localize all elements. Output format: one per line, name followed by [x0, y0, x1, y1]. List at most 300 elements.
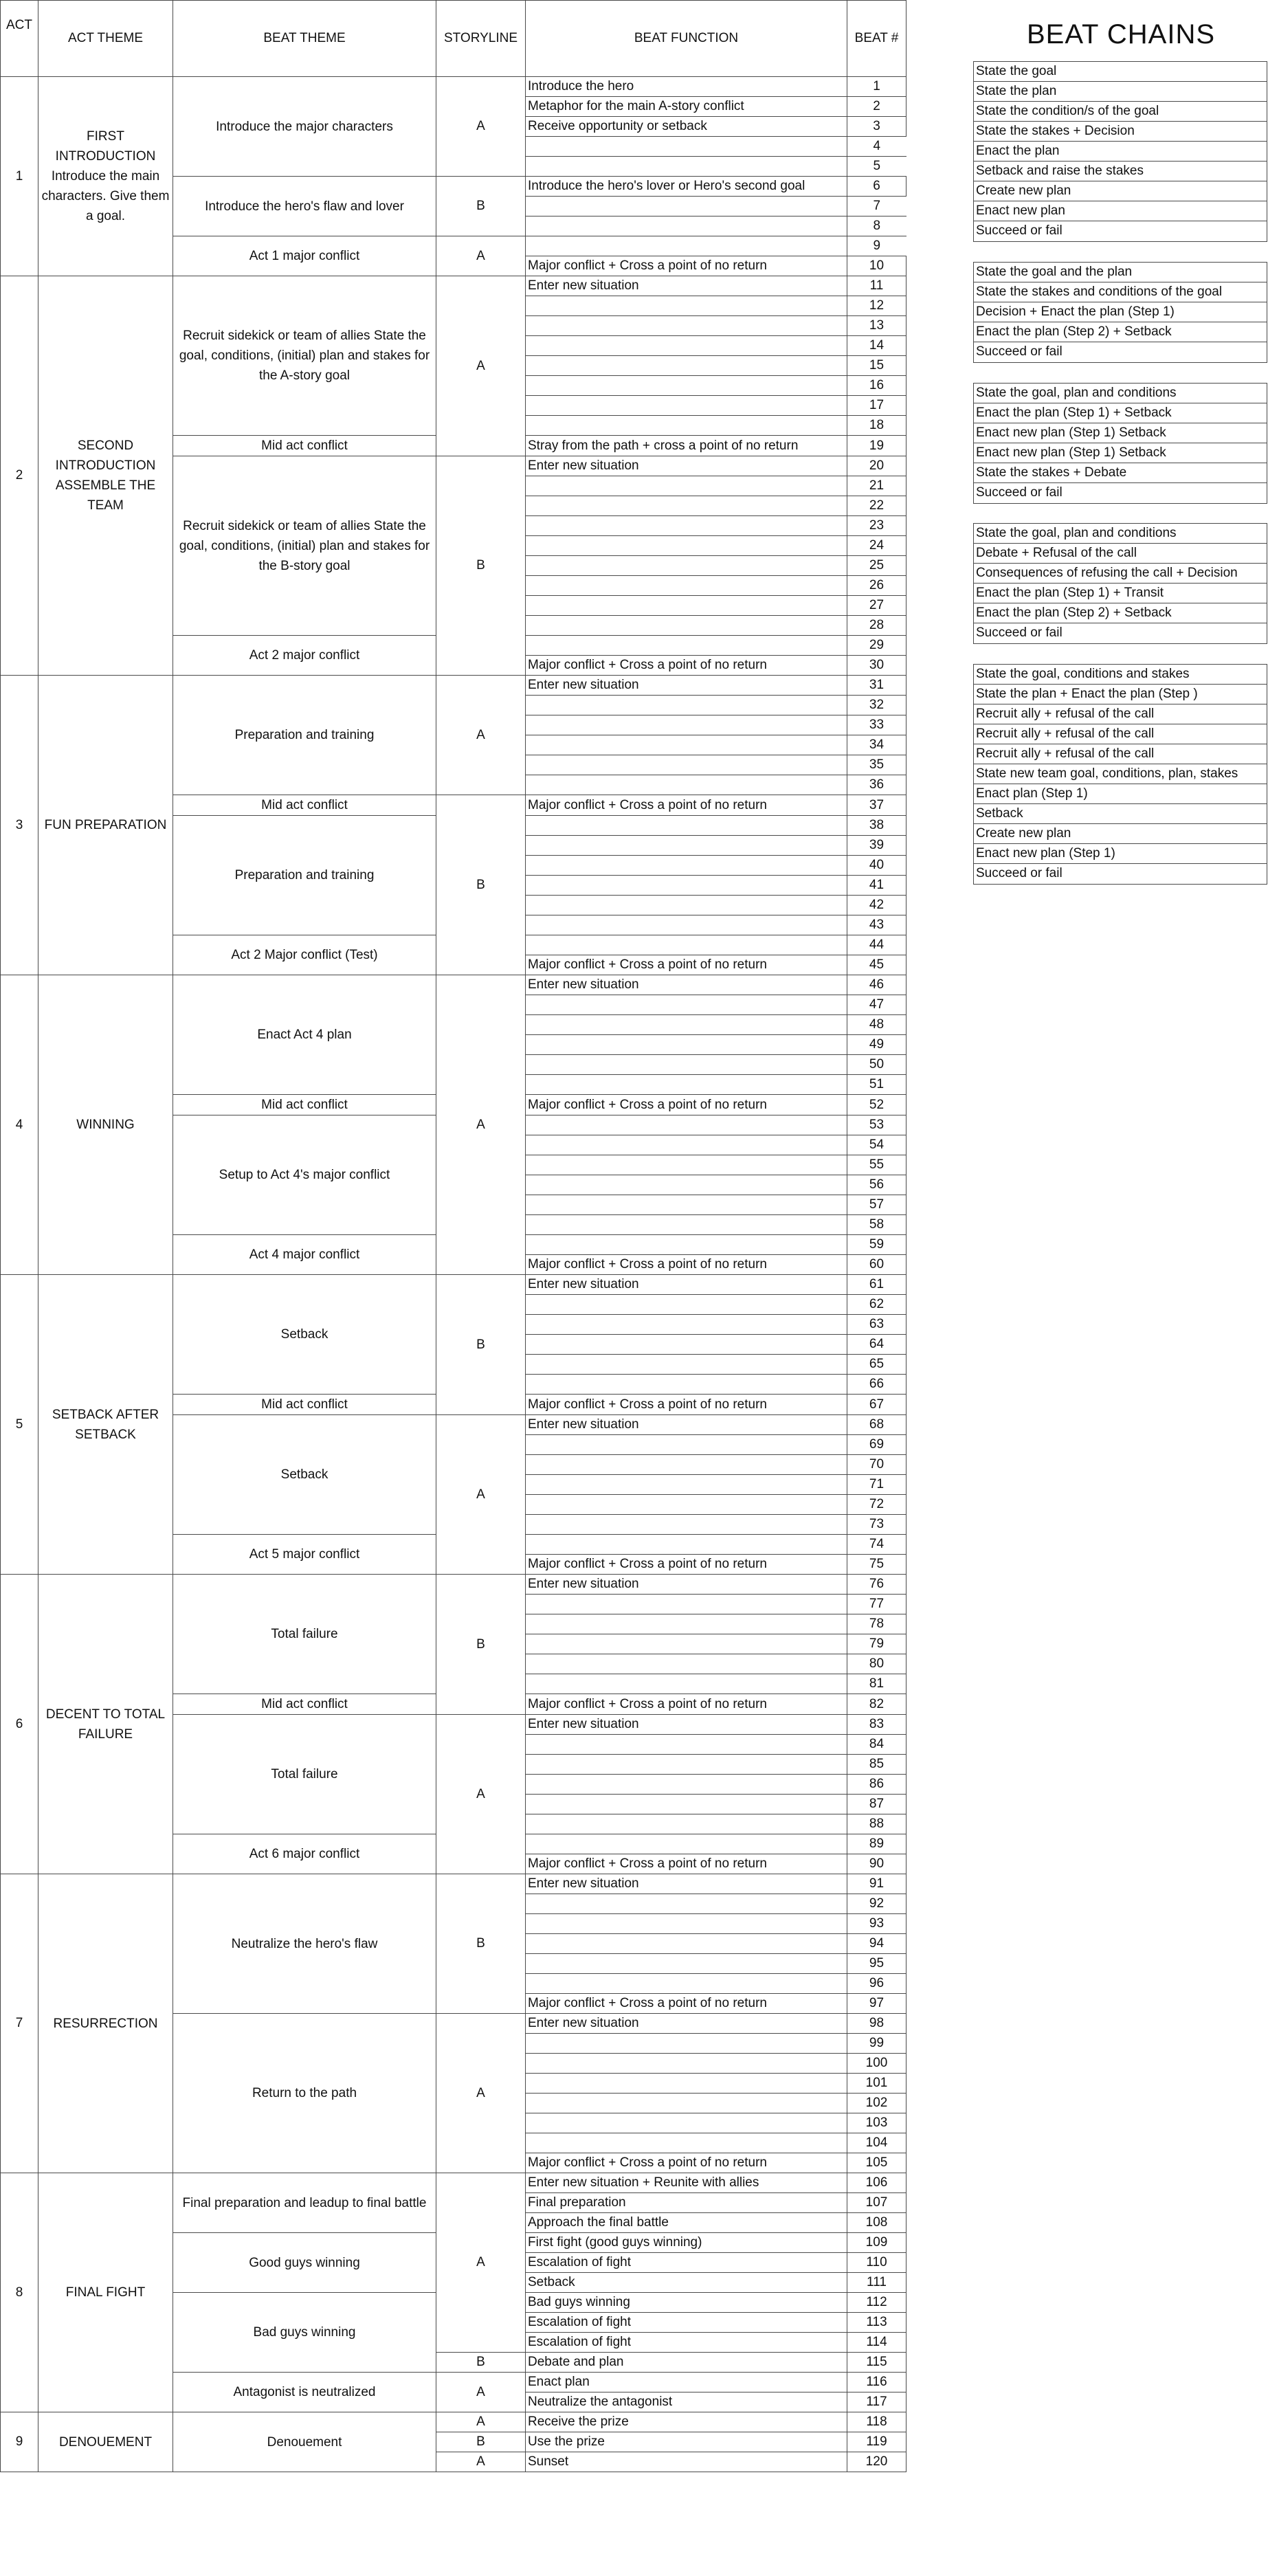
beat-number: 75: [847, 1555, 906, 1575]
beat-theme: Act 5 major conflict: [173, 1535, 436, 1575]
beat-function: [526, 1515, 847, 1535]
beat-theme: Denouement: [173, 2412, 436, 2472]
beat-number: 83: [847, 1715, 906, 1735]
beat-chain-item: Create new plan: [974, 181, 1267, 201]
beat-theme: Final preparation and leadup to final battle: [173, 2173, 436, 2233]
beat-chain-item: Succeed or fail: [976, 625, 1063, 640]
beat-function: Metaphor for the main A-story conflict: [526, 97, 847, 117]
beat-number: 95: [847, 1954, 906, 1974]
beat-number: 73: [847, 1515, 906, 1535]
beat-chain-item: Setback: [974, 804, 1267, 824]
beat-function: [526, 1535, 847, 1555]
beat-chain-box: [973, 61, 1267, 242]
beat-number: 109: [847, 2233, 906, 2253]
beat-number: 31: [847, 676, 906, 696]
beat-function: [526, 476, 847, 496]
beat-function: Receive the prize: [526, 2412, 847, 2432]
table-row: [1, 77, 906, 97]
table-row: [1, 975, 906, 995]
beat-function: [526, 236, 847, 256]
beat-number: 22: [847, 496, 906, 516]
beat-number: 84: [847, 1735, 906, 1755]
beat-number: 62: [847, 1295, 906, 1315]
beat-number: 105: [847, 2153, 906, 2173]
beat-function: [526, 995, 847, 1015]
beat-theme: Act 2 Major conflict (Test): [173, 935, 436, 975]
beat-function: [526, 1155, 847, 1175]
beat-function: Major conflict + Cross a point of no return: [526, 1095, 847, 1115]
act-number: 3: [1, 676, 38, 975]
beat-theme: Antagonist is neutralized: [173, 2373, 436, 2412]
beat-function: [526, 1355, 847, 1375]
beat-function: Major conflict + Cross a point of no return: [526, 1395, 847, 1415]
beat-number: 100: [847, 2054, 906, 2074]
beat-number: 104: [847, 2133, 906, 2153]
beat-theme: Act 1 major conflict: [173, 236, 436, 276]
beat-number: 30: [847, 656, 906, 676]
act-theme: DECENT TO TOTAL FAILURE: [38, 1575, 173, 1874]
beat-function: Final preparation: [526, 2193, 847, 2213]
beat-number: 66: [847, 1375, 906, 1395]
beat-chain-item: Enact the plan: [974, 142, 1267, 162]
act-theme: SETBACK AFTER SETBACK: [38, 1275, 173, 1575]
beat-chain-item: Create new plan: [974, 824, 1267, 844]
beat-number: 9: [847, 236, 906, 256]
beat-number: 40: [847, 856, 906, 876]
header-beat-number: BEAT #: [847, 1, 906, 77]
act-number: 6: [1, 1575, 38, 1874]
beat-number: 85: [847, 1755, 906, 1775]
beat-chain-item: Succeed or fail: [976, 344, 1063, 359]
beat-number: 47: [847, 995, 906, 1015]
beat-table-body: [1, 77, 906, 2472]
beat-theme: Introduce the hero's flaw and lover: [173, 177, 436, 236]
beat-number: 44: [847, 935, 906, 955]
beat-theme: Recruit sidekick or team of allies State the goal, conditions, (initial) plan and stakes for the B-story goal: [173, 456, 436, 636]
beat-number: 19: [847, 436, 906, 456]
storyline: A: [436, 676, 526, 795]
beat-function: Enter new situation: [526, 276, 847, 296]
beat-function: Major conflict + Cross a point of no return: [526, 795, 847, 816]
beat-function: [526, 2133, 847, 2153]
storyline: B: [436, 456, 526, 676]
beat-number: 57: [847, 1195, 906, 1215]
beat-function: Major conflict + Cross a point of no return: [526, 656, 847, 676]
beat-number: 6: [847, 177, 906, 197]
beat-function: [526, 1814, 847, 1834]
beat-function: [526, 1195, 847, 1215]
beat-function: Stray from the path + cross a point of no return: [526, 436, 847, 456]
act-theme: RESURRECTION: [38, 1874, 173, 2173]
beat-number: 54: [847, 1135, 906, 1155]
beat-function: Introduce the hero's lover or Hero's second goal: [526, 177, 847, 197]
beat-function: [526, 715, 847, 735]
beat-function: Use the prize: [526, 2432, 847, 2452]
beat-number: 50: [847, 1055, 906, 1075]
act-theme: DENOUEMENT: [38, 2412, 173, 2472]
beat-theme: Mid act conflict: [173, 436, 436, 456]
beat-function: Sunset: [526, 2452, 847, 2472]
beat-theme: Preparation and training: [173, 676, 436, 795]
beat-number: 78: [847, 1614, 906, 1634]
beat-number: 108: [847, 2213, 906, 2233]
beat-chain-item: Enact new plan: [974, 201, 1267, 221]
beat-function: [526, 1934, 847, 1954]
beat-function: [526, 1235, 847, 1255]
beat-chain-item: Recruit ally + refusal of the call: [974, 724, 1267, 744]
beat-function: [526, 1495, 847, 1515]
storyline: A: [436, 2014, 526, 2173]
beat-chain-item: State the stakes + Decision: [974, 122, 1267, 142]
beat-number: 41: [847, 876, 906, 896]
act-number: 7: [1, 1874, 38, 2173]
beat-theme: Setback: [173, 1415, 436, 1535]
beat-function: Debate and plan: [526, 2353, 847, 2373]
header-beat-function: BEAT FUNCTION: [526, 1, 847, 77]
beat-theme: Setback: [173, 1275, 436, 1395]
beat-number: 77: [847, 1595, 906, 1614]
beat-number: 72: [847, 1495, 906, 1515]
beat-number: 46: [847, 975, 906, 995]
beat-number: 110: [847, 2253, 906, 2273]
beat-function: [526, 2034, 847, 2054]
beat-number: 39: [847, 836, 906, 856]
beat-function: Introduce the hero: [526, 77, 847, 97]
header-beat-theme: BEAT THEME: [173, 1, 436, 77]
beat-number: 52: [847, 1095, 906, 1115]
header-storyline: STORYLINE: [436, 1, 526, 77]
beat-number: 76: [847, 1575, 906, 1595]
beat-number: 90: [847, 1854, 906, 1874]
beat-function: [526, 915, 847, 935]
storyline: A: [436, 975, 526, 1275]
beat-chain-item: State the goal, conditions and stakes: [974, 665, 1267, 685]
beat-function: Receive opportunity or setback: [526, 117, 847, 137]
beat-theme: Total failure: [173, 1575, 436, 1694]
beat-function: [526, 1035, 847, 1055]
beat-number: 61: [847, 1275, 906, 1295]
beat-function: [526, 1654, 847, 1674]
beat-function: [526, 536, 847, 556]
beat-theme: Act 4 major conflict: [173, 1235, 436, 1275]
beat-function: [526, 775, 847, 795]
beat-number: 38: [847, 816, 906, 836]
beat-number: 35: [847, 755, 906, 775]
storyline: B: [436, 177, 526, 236]
beat-function: Approach the final battle: [526, 2213, 847, 2233]
beat-number: 23: [847, 516, 906, 536]
storyline: A: [436, 77, 526, 177]
beat-number: 119: [847, 2432, 906, 2452]
beat-function: [526, 1075, 847, 1095]
beat-chain-item: State the condition/s of the goal: [974, 102, 1267, 122]
beat-function: [526, 316, 847, 336]
beat-number: 98: [847, 2014, 906, 2034]
beat-theme: Setup to Act 4's major conflict: [173, 1115, 436, 1235]
beat-function: [526, 197, 847, 216]
beat-number: 93: [847, 1914, 906, 1934]
beat-function: Setback: [526, 2273, 847, 2293]
act-theme: FIRST INTRODUCTION Introduce the main characters. Give them a goal.: [38, 77, 173, 276]
beat-function: [526, 1335, 847, 1355]
beat-number: 7: [847, 197, 906, 216]
beat-number: 48: [847, 1015, 906, 1035]
beat-number: 20: [847, 456, 906, 476]
beat-function: [526, 556, 847, 576]
storyline: B: [436, 2353, 526, 2373]
beat-function: [526, 396, 847, 416]
beat-number: 115: [847, 2353, 906, 2373]
beat-number: 87: [847, 1795, 906, 1814]
beat-number: 97: [847, 1994, 906, 2014]
beat-theme: Bad guys winning: [173, 2293, 436, 2373]
storyline: B: [436, 1275, 526, 1415]
beat-function: [526, 356, 847, 376]
beat-function: Escalation of fight: [526, 2253, 847, 2273]
beat-number: 2: [847, 97, 906, 117]
storyline: A: [436, 1715, 526, 1874]
beat-function: Enter new situation: [526, 676, 847, 696]
beat-number: 120: [847, 2452, 906, 2472]
table-row: [1, 676, 906, 696]
beat-function: Enact plan: [526, 2373, 847, 2392]
beat-number: 25: [847, 556, 906, 576]
beat-chain-item: Enact new plan (Step 1): [974, 844, 1267, 864]
header-act-theme: ACT THEME: [38, 1, 173, 77]
beat-number: 12: [847, 296, 906, 316]
beat-number: 65: [847, 1355, 906, 1375]
act-number: 4: [1, 975, 38, 1275]
beat-number: 10: [847, 256, 906, 276]
beat-theme: Total failure: [173, 1715, 436, 1834]
beat-function: [526, 1735, 847, 1755]
beat-function: Major conflict + Cross a point of no return: [526, 1255, 847, 1275]
table-row: [1, 276, 906, 296]
beat-chain-item: Setback and raise the stakes: [974, 162, 1267, 181]
beat-number: 106: [847, 2173, 906, 2193]
beat-function: [526, 576, 847, 596]
beat-function: [526, 896, 847, 915]
storyline: A: [436, 276, 526, 456]
beat-number: 42: [847, 896, 906, 915]
table-row: [1, 2173, 906, 2193]
beat-function: Major conflict + Cross a point of no return: [526, 1994, 847, 2014]
beat-chain-item: Enact new plan (Step 1) Setback: [974, 423, 1267, 443]
beat-function: [526, 1215, 847, 1235]
beat-function: [526, 1894, 847, 1914]
beat-number: 27: [847, 596, 906, 616]
act-number: 9: [1, 2412, 38, 2472]
beat-number: 71: [847, 1475, 906, 1495]
beat-number: 101: [847, 2074, 906, 2094]
beat-theme: Act 2 major conflict: [173, 636, 436, 676]
beat-theme: Mid act conflict: [173, 795, 436, 816]
beat-number: 74: [847, 1535, 906, 1555]
beat-chain-item: State the goal, plan and conditions: [974, 524, 1267, 544]
beat-number: 112: [847, 2293, 906, 2313]
beat-chain-item: Enact the plan (Step 1) + Transit: [974, 584, 1267, 603]
beat-number: 89: [847, 1834, 906, 1854]
beat-number: 63: [847, 1315, 906, 1335]
beat-function: Enter new situation: [526, 456, 847, 476]
beat-function: Enter new situation: [526, 1874, 847, 1894]
beat-function: [526, 1175, 847, 1195]
beat-number: 51: [847, 1075, 906, 1095]
beat-number: 56: [847, 1175, 906, 1195]
beat-number: 45: [847, 955, 906, 975]
beat-function: [526, 137, 847, 157]
act-theme: SECOND INTRODUCTION ASSEMBLE THE TEAM: [38, 276, 173, 676]
beat-number: 113: [847, 2313, 906, 2333]
beat-chain-item: Enact the plan (Step 2) + Setback: [974, 603, 1267, 623]
beat-chain-item: Recruit ally + refusal of the call: [974, 744, 1267, 764]
beat-function: Major conflict + Cross a point of no return: [526, 1854, 847, 1874]
act-number: 5: [1, 1275, 38, 1575]
beat-chain-item: Enact the plan (Step 1) + Setback: [974, 403, 1267, 423]
beat-chain-item: State the stakes + Debate: [974, 463, 1267, 483]
beat-function: [526, 1475, 847, 1495]
beat-theme: Recruit sidekick or team of allies State the goal, conditions, (initial) plan and stakes for the A-story goal: [173, 276, 436, 436]
beat-chain-item: Debate + Refusal of the call: [974, 544, 1267, 564]
beat-number: 1: [847, 77, 906, 97]
beat-chain-item: State new team goal, conditions, plan, stakes: [974, 764, 1267, 784]
beat-function: [526, 876, 847, 896]
beat-theme: Mid act conflict: [173, 1395, 436, 1415]
beat-function: Enter new situation + Reunite with allies: [526, 2173, 847, 2193]
beat-number: 59: [847, 1235, 906, 1255]
storyline: A: [436, 2452, 526, 2472]
storyline: A: [436, 2173, 526, 2353]
beat-number: 79: [847, 1634, 906, 1654]
beat-function: [526, 616, 847, 636]
beat-chain-item: State the goal: [974, 62, 1267, 82]
beat-function: Enter new situation: [526, 1275, 847, 1295]
beat-function: Enter new situation: [526, 1575, 847, 1595]
beat-number: 32: [847, 696, 906, 715]
beat-function: First fight (good guys winning): [526, 2233, 847, 2253]
beat-number: 8: [847, 216, 906, 236]
beat-function: Major conflict + Cross a point of no return: [526, 955, 847, 975]
beat-number: 15: [847, 356, 906, 376]
beat-function: Bad guys winning: [526, 2293, 847, 2313]
beat-number: 69: [847, 1435, 906, 1455]
beat-chain-item: Succeed or fail: [976, 223, 1063, 238]
beat-function: [526, 836, 847, 856]
beat-chain-item: State the stakes and conditions of the goal: [974, 282, 1267, 302]
beat-function: [526, 1115, 847, 1135]
beat-function: [526, 696, 847, 715]
beat-function: [526, 1295, 847, 1315]
beat-number: 18: [847, 416, 906, 436]
beat-function: [526, 596, 847, 616]
beat-number: 43: [847, 915, 906, 935]
beat-number: 49: [847, 1035, 906, 1055]
beat-function: [526, 1455, 847, 1475]
beat-number: 60: [847, 1255, 906, 1275]
beat-function: Neutralize the antagonist: [526, 2392, 847, 2412]
beat-function: Major conflict + Cross a point of no return: [526, 1555, 847, 1575]
storyline: B: [436, 795, 526, 975]
beat-number: 68: [847, 1415, 906, 1435]
beat-number: 36: [847, 775, 906, 795]
beat-number: 81: [847, 1674, 906, 1694]
beat-function: [526, 2113, 847, 2133]
beat-function: Enter new situation: [526, 1415, 847, 1435]
beat-function: [526, 816, 847, 836]
beat-function: [526, 2094, 847, 2113]
beat-theme: Preparation and training: [173, 816, 436, 935]
beat-theme: Mid act conflict: [173, 1694, 436, 1715]
beat-theme: Good guys winning: [173, 2233, 436, 2293]
beat-number: 53: [847, 1115, 906, 1135]
beat-theme: Enact Act 4 plan: [173, 975, 436, 1095]
header-act: ACT: [1, 1, 38, 77]
beat-function: [526, 336, 847, 356]
beat-number: 82: [847, 1694, 906, 1715]
beat-number: 33: [847, 715, 906, 735]
beat-number: 34: [847, 735, 906, 755]
beat-number: 4: [847, 137, 906, 157]
beat-function: [526, 1914, 847, 1934]
beat-function: [526, 1435, 847, 1455]
beat-function: [526, 1375, 847, 1395]
beat-number: 26: [847, 576, 906, 596]
beat-number: 103: [847, 2113, 906, 2133]
beat-number: 67: [847, 1395, 906, 1415]
beat-number: 114: [847, 2333, 906, 2353]
beat-chain-item: Succeed or fail: [976, 485, 1063, 500]
beat-theme: Neutralize the hero's flaw: [173, 1874, 436, 2014]
beat-chain-item: State the plan: [974, 82, 1267, 102]
beat-number: 28: [847, 616, 906, 636]
beat-number: 80: [847, 1654, 906, 1674]
beat-chain-item: Consequences of refusing the call + Decision: [974, 564, 1267, 584]
beat-function: [526, 2054, 847, 2074]
beat-number: 5: [847, 157, 906, 177]
beat-number: 64: [847, 1335, 906, 1355]
beat-function: Major conflict + Cross a point of no return: [526, 1694, 847, 1715]
table-row: [1, 1575, 906, 1595]
beat-function: [526, 1974, 847, 1994]
table-row: [1, 1874, 906, 1894]
beat-number: 86: [847, 1775, 906, 1795]
beat-number: 117: [847, 2392, 906, 2412]
beat-number: 111: [847, 2273, 906, 2293]
beat-chain-box: [973, 523, 1267, 644]
beat-number: 37: [847, 795, 906, 816]
beat-function: [526, 1055, 847, 1075]
storyline: A: [436, 2412, 526, 2432]
beat-function: [526, 1775, 847, 1795]
beat-number: 91: [847, 1874, 906, 1894]
beat-number: 13: [847, 316, 906, 336]
beat-function: [526, 935, 847, 955]
beat-function: [526, 1755, 847, 1775]
storyline: A: [436, 1415, 526, 1575]
beat-function: [526, 216, 847, 236]
beat-number: 14: [847, 336, 906, 356]
beat-function: [526, 496, 847, 516]
beat-function: [526, 1834, 847, 1854]
beat-function: Major conflict + Cross a point of no return: [526, 256, 847, 276]
header-row: [1, 1, 906, 77]
beat-number: 70: [847, 1455, 906, 1475]
beat-number: 96: [847, 1974, 906, 1994]
beat-chains-title: BEAT CHAINS: [1026, 19, 1216, 49]
beat-number: 107: [847, 2193, 906, 2213]
beat-chain-box: [973, 262, 1267, 363]
beat-theme: Mid act conflict: [173, 1095, 436, 1115]
